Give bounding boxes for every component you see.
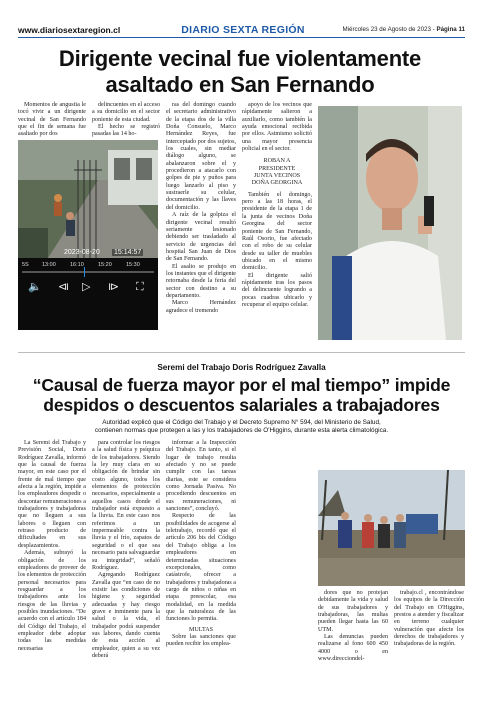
- date-text: Miércoles 23 de Agosto de 2023 -: [342, 26, 435, 33]
- paragraph: Las denuncias pueden realizarse al fono 600 450 4000 o en www.direcciondel-: [318, 634, 388, 663]
- article2-column-1: [18, 440, 86, 653]
- video-playhead: [84, 267, 85, 277]
- man-portrait-icon: [318, 106, 462, 340]
- mute-icon: 🔈: [28, 280, 42, 293]
- paragraph: apoyo de los vecinos que rápidamente salieron a auxiliarlo, como también la ayuda emocional recibida por ellos. Asimismo solicitó una mayor presencia policial en el sector.: [242, 102, 312, 153]
- headline-line: “Causal de fuerza mayor por el mal tiempo” impide: [32, 375, 451, 395]
- page-header: [18, 24, 465, 38]
- paragraph: El hecho se registró pasadas las 14 ho-: [92, 124, 160, 138]
- video-date: 2023-08-20: [64, 249, 100, 256]
- paragraph: Momentos de angustia le tocó vivir a un dirigente vecinal de San Fernando que el fin de semana fue asaltado por dos: [18, 102, 86, 138]
- paragraph: Sobre las sanciones que pueden recibir los emplea-: [166, 633, 236, 648]
- paragraph: dores que no protejan debidamente la vida y salud de sus trabajadores y trabajadoras, las multas pueden llegar hasta las 60 UTM.: [318, 590, 388, 633]
- subhead: PRESIDENTE: [258, 165, 296, 172]
- timeline-label: 15:20: [98, 262, 112, 268]
- paragraph: ras del domingo cuando el secretario administrativo de la etapa dos de la villa Doña Consuelo, Marco Hernández Reyes, fue interceptado por dos sujetos, los cuales, sin mediar diálogo alguno, se abalanzaron sobre el y procedieron a atacarlo con golpes de pie y puños para luego lanzarlo al piso y sustraerle su celular, documentación y las llaves del domicilio.: [166, 102, 236, 211]
- subhead: ROBAN A: [263, 158, 291, 165]
- article2-column-2: [92, 440, 160, 660]
- article2-headline: [18, 375, 465, 415]
- headline-line: asaltado en San Fernando: [105, 72, 375, 97]
- article1-headline: [14, 46, 466, 98]
- subhead: JUNTA VECINOS: [253, 173, 301, 180]
- timeline-label: 16:10: [70, 262, 84, 268]
- paragraph: Marco Hernández agradece el tremendo: [166, 300, 236, 314]
- article2-column-5: [394, 590, 464, 649]
- page-number: Página 11: [436, 26, 465, 33]
- paragraph: El asalto se produjo en los instantes que el dirigente retornaba desde la feria del sector con destino a su departamento.: [166, 263, 236, 299]
- timeline-label: 13:00: [42, 262, 56, 268]
- paragraph: informar a la Inspección del Trabajo. En tanto, si el lugar de trabajo resulta afectado y no se puede cumplir con las tareas diarias, este se considera como Jornada Pasiva. No procediendo descuentos en sus remuneraciones, ni sanciones”, concluyó.: [166, 440, 236, 513]
- paragraph: La Seremi del Trabajo y Previsión Social, Doris Rodríguez Zavalla, informó que la causal de fuerza mayor, en este caso por el frente de mal tiempo que afecta a la región, impide a los empleadores despedir o descontar remuneraciones a trabajadores y trabajadoras que no lleguen a sus labores o lleguen con retraso producto de dificultades en sus desplazamientos.: [18, 440, 86, 549]
- article1-column-4: [242, 102, 312, 309]
- timeline-label: 5S: [22, 262, 29, 268]
- paragraph: Agregando Rodríguez Zavalla que “en caso de no existir las condiciones de higiene y seguridad adecuadas y hay riesgo grave e inminente para la salud o la vida, el trabajador podrá suspender sus labores, dando cuenta de esta acción al empleador, quien a su vez deberá: [92, 572, 160, 659]
- article1-column-1: [18, 102, 86, 139]
- article2-kicker: Seremi del Trabajo Doris Rodríguez Zavalla: [157, 363, 326, 372]
- headline-line: despidos o descuentos salariales a trabajadores: [43, 395, 440, 415]
- website-url: www.diariosextaregion.cl: [18, 25, 121, 35]
- article1-column-2: [92, 102, 160, 139]
- subhead: DOÑA GEORGINA: [251, 180, 303, 187]
- flood-scene-icon: [318, 470, 465, 586]
- security-camera-frame-icon: [18, 140, 158, 258]
- victim-portrait-photo: [318, 106, 462, 340]
- fullscreen-icon: ⛶: [136, 280, 144, 293]
- flood-workers-photo: [318, 470, 465, 586]
- headline-line: Dirigente vecinal fue violentamente: [58, 46, 422, 71]
- video-controls: [18, 258, 158, 330]
- next-frame-icon: ⧐: [108, 280, 119, 293]
- subhead: MULTAS: [188, 626, 213, 633]
- play-icon: ▷: [82, 280, 91, 293]
- paragraph: También el domingo, pero a las 18 horas, el presidente de la etapa 1 de la junta de vecinos Doña Georgina del sector poniente de San Fernando, Raúl Osorio, fue afectado con el robo de su celular desde su taller de muebles ubicado en el mismo domicilio.: [242, 191, 312, 272]
- article2-column-3: [166, 440, 236, 649]
- deck-line: Autoridad explicó que el Código del Trabajo y el Decreto Supremo N° 594, del Ministerio de Salud,: [102, 419, 381, 426]
- paragraph: A raíz de la golpiza el dirigente vecinal resultó seriamente lesionado debiendo ser trasladado al servicio de urgencias del hospital San Juan de Dios de San Fernando.: [166, 212, 236, 263]
- security-camera-photo: [18, 140, 158, 330]
- timeline-label: 15:30: [126, 262, 140, 268]
- paragraph: delincuentes en el acceso a su domicilio en el sector poniente de esta ciudad.: [92, 102, 160, 123]
- video-progress-track: [22, 271, 154, 273]
- article2-column-4: [318, 590, 388, 663]
- paragraph: El dirigente salió rápidamente tras los pasos del delincuente logrando a pocas cuadras ubicarlo y recuperar el equipo celular.: [242, 272, 312, 308]
- section-divider: [18, 352, 465, 353]
- article2-deck: [30, 419, 453, 434]
- newspaper-name: DIARIO SEXTA REGIÓN: [181, 24, 305, 36]
- paragraph: Respecto de las posibilidades de acogerse al teletrabajo, recordó que el artículo 206 bis del Código del Trabajo obliga a los empleadores en determinadas situaciones excepcionales, como catástrofe, ofrecer a trabajadores y trabajadoras a cargo de niños o niñas en etapa preescolar, esa modalidad, en la medida que la naturaleza de las funciones lo permita.: [166, 513, 236, 623]
- paragraph: Además, subrayó la obligación de los empleadores de proveer de los elementos de protección personal necesarios para resguardar a los trabajadores ante los riesgos de las lluvias y posibles inundaciones. “De acuerdo con el artículo 184 del Código del Trabajo, el empleador debe adoptar todas las medidas necesarias: [18, 550, 86, 652]
- issue-date: [343, 26, 465, 33]
- video-time: 15:14:57: [114, 249, 142, 256]
- article1-column-3: [166, 102, 236, 315]
- deck-line: contienen normas que protegen a las y los trabajadores de O'Higgins, durante esta alerta climatológica.: [94, 426, 389, 434]
- paragraph: para controlar los riesgos a la salud física y psíquica de los trabajadores. Siendo la ley muy clara en su obligación de brindar sin costo alguno, todos los elementos de protección necesarios, especialmente a aquellos casos donde el trabajador está expuesto a la lluvia. En este caso nos referimos a un impermeable contra la lluvia y el frío, zapatos de seguridad o el que sea necesario para salvaguardar su integridad”, señaló Rodríguez.: [92, 440, 160, 571]
- prev-frame-icon: ⧏: [58, 280, 69, 293]
- paragraph: trabajo.cl , encontrándose los equipos de la Dirección del Trabajo en O'Higgins, prestos a atender y fiscalizar en terreno cualquier vulneración que afecte los derechos de trabajadores y trabajadoras de la región.: [394, 590, 464, 648]
